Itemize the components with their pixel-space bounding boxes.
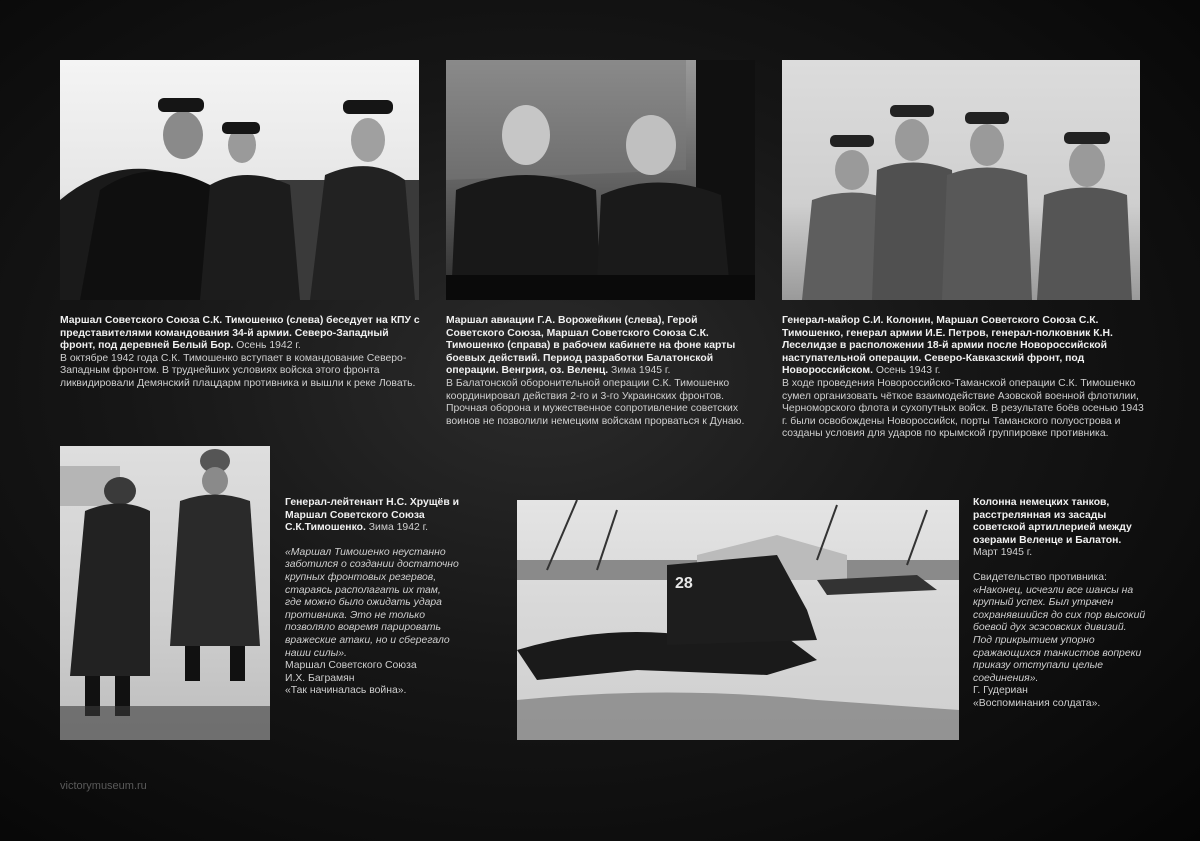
caption-4-quote: «Маршал Тимошенко неустанно заботился о создании достаточно крупных фронтовых резервов, стараясь располагать их там, где можно было ожидать удара противника. Это не только позволяло вовремя парировать вражеские атаки, но и сберегало наши силы». xyxy=(285,546,459,659)
caption-4-date: Зима 1942 г. xyxy=(365,522,429,534)
caption-4-heading: Генерал-лейтенант Н.С. Хрущёв и Маршал Советского Союза С.К.Тимошенко. xyxy=(285,497,459,534)
tank-number: 28 xyxy=(675,575,693,592)
photo-four-generals xyxy=(782,60,1140,300)
caption-4-attribution-2: И.Х. Баграмян xyxy=(285,672,355,684)
caption-5-heading: Колонна немецких танков, расстрелянная из засады советской артиллерией между озерами Веленце и Балатон. xyxy=(973,497,1132,546)
caption-2-heading: Маршал авиации Г.А. Ворожейкин (слева), Герой Советского Союза, Маршал Советского Союза С.К. Тимошенко (справа) в рабочем кабинете на фоне карты боевых действий. Период разработки Балатонской операции. Венгрия, оз. Веленц. xyxy=(446,315,736,377)
caption-4-attribution-3: «Так начиналась война». xyxy=(285,685,407,697)
caption-4-attribution-1: Маршал Советского Союза xyxy=(285,660,417,672)
photo-marshals-at-map xyxy=(446,60,755,300)
photo-officers-conversation xyxy=(60,60,419,300)
caption-3 xyxy=(782,315,1146,441)
caption-2-date: Зима 1945 г. xyxy=(608,365,671,377)
caption-5 xyxy=(973,497,1148,711)
caption-2 xyxy=(446,315,751,428)
caption-5-attribution-1: Г. Гудериан xyxy=(973,685,1028,697)
caption-1 xyxy=(60,315,420,391)
caption-1-date: Осень 1942 г. xyxy=(233,340,301,352)
site-footer: victorymuseum.ru xyxy=(60,780,147,792)
caption-3-text: В ходе проведения Новороссийско-Таманской операции С.К. Тимошенко сумел организовать чёткое взаимодействие Азовской военной флотилии, Черноморского флота и сухопутных войск. В результате боёв осенью 1943 г. были освобождены Новороссийск, порты Таманского полуострова и созданы условия для ударов по крымской группировке противника. xyxy=(782,377,1144,440)
caption-1-heading: Маршал Советского Союза С.К. Тимошенко (слева) беседует на КПУ с представителями командования 34-й армии. Северо-Западный фронт, под деревней Белый Бор. xyxy=(60,315,420,352)
caption-5-label: Свидетельство противника: xyxy=(973,571,1107,583)
caption-3-heading: Генерал-майор С.И. Колонин, Маршал Советского Союза С.К. Тимошенко, генерал армии И.Е. Петров, генерал-полковник К.Н. Леселидзе в расположении 18-й армии после Новороссийской наступательной операции. Северо-Кавказский фронт, под Новороссийском. xyxy=(782,315,1113,377)
caption-1-text: В октябре 1942 года С.К. Тимошенко вступает в командование Северо-Западным фронтом. В труднейших условиях войска этого фронта ликвидировали Демянский плацдарм противника и вышли к реке Ловать. xyxy=(60,352,416,389)
photo-khrushchev-timoshenko-winter xyxy=(60,446,270,740)
caption-3-date: Осень 1943 г. xyxy=(872,365,941,377)
caption-5-date: Март 1945 г. xyxy=(973,547,1033,559)
caption-2-text: В Балатонской оборонительной операции С.К. Тимошенко координировал действия 2-го и 3-го Украинских фронтов. Прочная оборона и мужественное сопротивление советских воинов не позволили немецким войскам прорваться к Дунаю. xyxy=(446,377,745,427)
caption-5-quote: «Наконец, исчезли все шансы на крупный успех. Был утрачен сохранявшийся до сих пор высокий боевой дух эсэсовских дивизий. Под прикрытием упорно сражающихся танкистов вопреки приказу отступали целые соединения». xyxy=(973,584,1146,684)
caption-5-attribution-2: «Воспоминания солдата». xyxy=(973,697,1101,709)
photo-destroyed-tank-column xyxy=(517,500,959,740)
caption-4 xyxy=(285,497,460,698)
